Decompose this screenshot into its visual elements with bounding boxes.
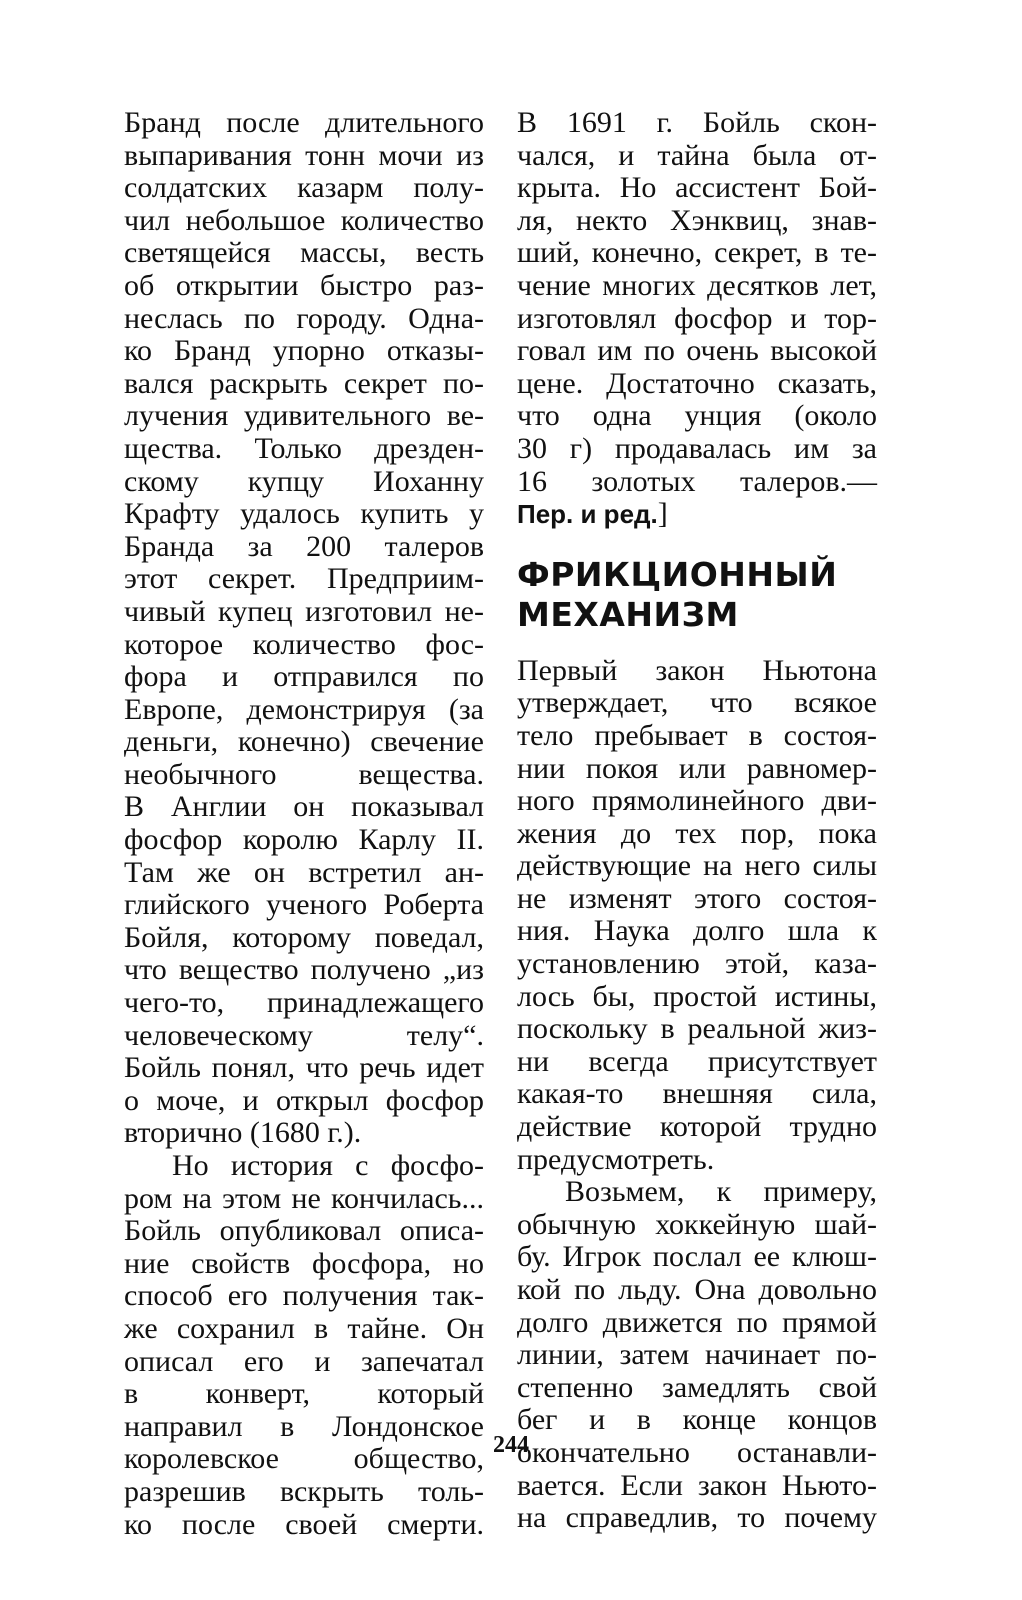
- text-line: утверждает, что всякое: [517, 686, 877, 720]
- text-line: ние свойств фосфора, но: [124, 1246, 484, 1280]
- section-heading-line-1: ФРИКЦИОННЫЙ: [517, 554, 838, 594]
- text-line: крыта. Но ассистент Бой-: [517, 171, 877, 205]
- text-line: ко Бранд упорно отказы-: [124, 334, 484, 368]
- text-line: обычную хоккейную шай-: [517, 1207, 877, 1241]
- text-line: говал им по очень высокой: [517, 334, 877, 368]
- translator-note-signature: Пер. и ред.: [517, 499, 658, 530]
- text-line: вается. Если закон Ньюто-: [517, 1468, 877, 1502]
- text-line: действующие на него силы: [517, 849, 877, 883]
- text-line: ни всегда присутствует: [517, 1044, 877, 1078]
- text-line: щества. Только дрезден-: [124, 431, 484, 465]
- text-line: Но история с фосфо-: [172, 1149, 484, 1182]
- text-line: в конверт, который: [124, 1377, 484, 1411]
- text-line: степенно замедлять свой: [517, 1370, 877, 1404]
- text-line: об открытии быстро раз-: [124, 268, 484, 302]
- text-line: установлению этой, каза-: [517, 947, 877, 981]
- right-column: [517, 107, 877, 1535]
- section-heading: [517, 555, 877, 635]
- text-line: бу. Игрок послал ее клюш-: [517, 1240, 877, 1274]
- text-line: поскольку в реальной жиз-: [517, 1012, 877, 1046]
- text-line: бег и в конце концов: [517, 1403, 877, 1437]
- text-line: окончательно останавли-: [517, 1435, 877, 1469]
- text-line: Первый закон Ньютона: [517, 653, 877, 687]
- text-line: лучения удивительного ве-: [124, 399, 484, 433]
- text-line: разрешив вскрыть толь-: [124, 1474, 484, 1508]
- text-line: о моче, и открыл фосфор: [124, 1083, 484, 1117]
- text-line: ния. Наука долго шла к: [517, 914, 877, 948]
- text-line: Бойль опубликовал описа-: [124, 1214, 484, 1248]
- text-line: что одна унция (около: [517, 399, 877, 433]
- text-line: 16 золотых талеров.—: [517, 464, 877, 498]
- text-line: чение многих десятков лет,: [517, 268, 877, 302]
- text-line: нии покоя или равномер-: [517, 751, 877, 785]
- text-line: Бранда за 200 талеров: [124, 529, 484, 563]
- text-line: жения до тех пор, пока: [517, 816, 877, 850]
- text-line: ром на этом не кончилась...: [124, 1181, 484, 1215]
- text-line: предусмотреть.: [517, 1142, 715, 1176]
- text-line: Крафту удалось купить у: [124, 497, 484, 531]
- paragraph-brand-phosphorus: [124, 107, 484, 1150]
- text-line: глийского ученого Роберта: [124, 888, 484, 922]
- text-line: чался, и тайна была от-: [517, 138, 877, 172]
- translator-note-line: [517, 498, 877, 531]
- text-line: на справедлив, то почему: [517, 1501, 877, 1535]
- text-line: изготовлял фосфор и тор-: [517, 301, 877, 335]
- text-line: же сохранил в тайне. Он: [124, 1311, 484, 1345]
- text-line: лось бы, простой истины,: [517, 979, 877, 1013]
- text-line: долго движется по прямой: [517, 1305, 877, 1339]
- paragraph-boyle-death: [517, 107, 877, 498]
- text-line: вторично (1680 г.).: [124, 1116, 362, 1150]
- text-line: скому купцу Иоханну: [124, 464, 484, 498]
- text-line: В 1691 г. Бойль скон-: [517, 106, 877, 139]
- text-line: ля, некто Хэнквиц, знав-: [517, 203, 877, 237]
- left-column: [124, 107, 484, 1541]
- text-line: королевское общество,: [124, 1442, 484, 1476]
- text-line: направил в Лондонское: [124, 1409, 484, 1443]
- text-line: Бойля, которому поведал,: [124, 920, 484, 954]
- text-line: этот секрет. Предприим-: [124, 562, 484, 596]
- text-line: чивый купец изготовил не-: [124, 594, 484, 628]
- text-line: какая-то внешняя сила,: [517, 1077, 877, 1111]
- text-line: Европе, демонстрируя (за: [124, 692, 484, 726]
- paragraph-newton-law: [517, 655, 877, 1177]
- text-line: Бранд после длительного: [124, 106, 484, 139]
- paragraph-boyle-secret: [124, 1150, 484, 1541]
- paragraph-hockey-puck: [517, 1176, 877, 1535]
- text-line: необычного вещества.: [124, 757, 484, 791]
- translator-note-bracket: ]: [657, 497, 668, 531]
- text-line: вался раскрыть секрет по-: [124, 366, 484, 400]
- text-line: что вещество получено „из: [124, 953, 484, 987]
- text-line: Там же он встретил ан-: [124, 855, 484, 889]
- text-line: фосфор королю Карлу II.: [124, 823, 484, 857]
- text-line: солдатских казарм полу-: [124, 171, 484, 205]
- text-line: не изменят этого состоя-: [517, 881, 877, 915]
- text-line: ший, конечно, секрет, в те-: [517, 236, 877, 270]
- text-line: светящейся массы, весть: [124, 236, 484, 270]
- text-line: цене. Достаточно сказать,: [517, 366, 877, 400]
- text-line: Возьмем, к примеру,: [565, 1175, 877, 1209]
- section-heading-line-2: МЕХАНИЗМ: [517, 594, 739, 634]
- text-line: действие которой трудно: [517, 1110, 877, 1144]
- text-line: описал его и запечатал: [124, 1344, 484, 1378]
- text-line: человеческому телу“.: [124, 1018, 484, 1052]
- text-line: Бойль понял, что речь идет: [124, 1051, 484, 1085]
- text-line: кой по льду. Она довольно: [517, 1273, 877, 1306]
- text-line: ного прямолинейного дви-: [517, 784, 877, 818]
- text-line: В Англии он показывал: [124, 790, 484, 824]
- text-line: способ его получения так-: [124, 1279, 484, 1313]
- text-line: которое количество фос-: [124, 627, 484, 661]
- text-line: выпаривания тонн мочи из: [124, 138, 484, 172]
- text-line: неслась по городу. Одна-: [124, 301, 484, 335]
- text-line: линии, затем начинает по-: [517, 1338, 877, 1372]
- text-line: тело пребывает в состоя-: [517, 718, 877, 752]
- page-number: 244: [493, 1432, 529, 1458]
- text-line: чего-то, принадлежащего: [124, 986, 484, 1020]
- text-line: 30 г) продавалась им за: [517, 431, 877, 465]
- text-line: фора и отправился по: [124, 660, 484, 694]
- text-line: чил небольшое количество: [124, 203, 484, 237]
- text-line: ко после своей смерти.: [124, 1507, 484, 1541]
- text-line: деньги, конечно) свечение: [124, 725, 484, 759]
